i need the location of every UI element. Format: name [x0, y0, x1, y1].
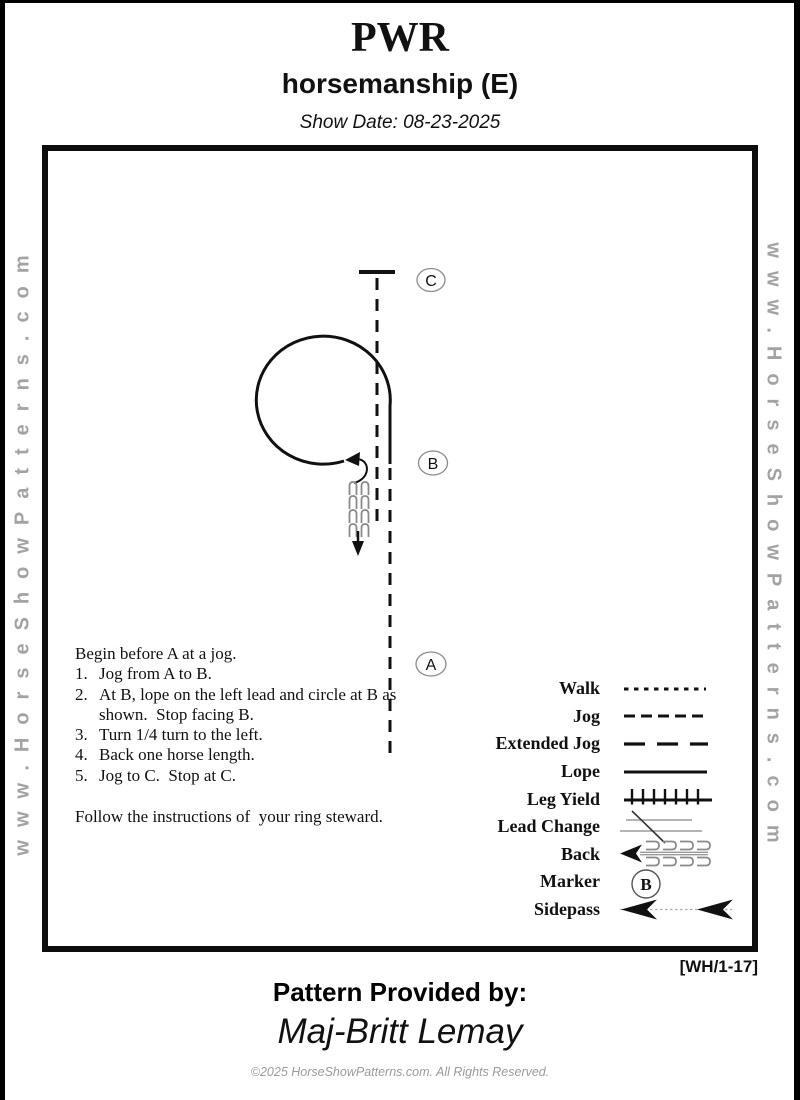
- step-text: Turn 1/4 turn to the left.: [99, 725, 263, 745]
- legend: [480, 675, 736, 923]
- marker-a-label: A: [425, 657, 437, 674]
- back-arrowhead: [352, 541, 364, 556]
- step-text: At B, lope on the left lead and circle at B as shown. Stop facing B.: [99, 684, 401, 724]
- marker-b-label: B: [427, 456, 439, 473]
- extended-jog-line-symbol: [620, 731, 736, 757]
- provided-by-name: Maj-Britt Lemay: [277, 1012, 523, 1051]
- legend-row-lope: [480, 758, 736, 786]
- watermark-left: www.HorseShowPatterns.com: [11, 242, 34, 856]
- instruction-step: [75, 766, 415, 786]
- instruction-step: [75, 685, 415, 726]
- instruction-step: [75, 664, 415, 684]
- legend-row-leg-yield: [480, 785, 736, 813]
- pattern-code: [WH/1-17]: [679, 957, 758, 976]
- legend-label: Lead Change: [497, 816, 600, 837]
- legend-label: Back: [560, 843, 600, 864]
- lead-change-symbol: [620, 814, 736, 840]
- instruction-step: [75, 725, 415, 745]
- step-text: Jog from A to B.: [99, 664, 212, 684]
- legend-row-back: [480, 841, 736, 869]
- instructions-block: [75, 644, 415, 827]
- marker-b: [419, 451, 448, 475]
- sidepass-symbol: [620, 897, 736, 923]
- instructions-intro: Begin before A at a jog.: [75, 644, 237, 663]
- marker-a: [416, 652, 446, 676]
- marker-symbol: [620, 869, 736, 895]
- legend-label: Extended Jog: [495, 733, 600, 754]
- class-subtitle: horsemanship (E): [281, 68, 519, 99]
- back-hoofprints: [350, 482, 369, 537]
- lope-circle-at-b: [256, 336, 390, 464]
- legend-row-sidepass: [480, 896, 736, 924]
- step-number: 4.: [75, 745, 88, 765]
- instructions-note: Follow the instructions of your ring steward.: [75, 807, 383, 827]
- instruction-step: [75, 745, 415, 765]
- legend-row-marker: [480, 868, 736, 896]
- step-number: 2.: [75, 684, 88, 704]
- legend-row-extended-jog: [480, 730, 736, 758]
- step-text: Back one horse length.: [99, 745, 255, 765]
- legend-label: Leg Yield: [526, 788, 600, 809]
- watermark-right: www.HorseShowPatterns.com: [762, 242, 785, 856]
- show-date: Show Date: 08-23-2025: [299, 112, 501, 133]
- copyright-text: ©2025 HorseShowPatterns.com. All Rights Reserved.: [250, 1065, 550, 1079]
- provided-by-label: Pattern Provided by:: [272, 977, 528, 1007]
- legend-label: Jog: [573, 705, 600, 726]
- jog-line-symbol: [620, 703, 736, 729]
- back-symbol: [620, 841, 736, 867]
- legend-row-jog: [480, 703, 736, 731]
- legend-label: Lope: [560, 761, 600, 782]
- leg-yield-symbol: [620, 786, 736, 812]
- step-number: 1.: [75, 664, 88, 684]
- legend-label: Walk: [558, 678, 600, 699]
- step-number: 3.: [75, 725, 88, 745]
- legend-label: Marker: [540, 871, 600, 892]
- step-text: Jog to C. Stop at C.: [99, 765, 236, 785]
- legend-row-walk: [480, 675, 736, 703]
- legend-label: Sidepass: [533, 899, 600, 920]
- page-title: PWR: [351, 15, 449, 61]
- step-number: 5.: [75, 765, 88, 785]
- lope-line-symbol: [620, 759, 736, 785]
- marker-c: [417, 269, 445, 292]
- quarter-turn-arrowhead: [345, 452, 360, 466]
- walk-line-symbol: [620, 676, 736, 702]
- marker-symbol-letter: B: [640, 874, 652, 894]
- marker-c-label: C: [425, 273, 437, 290]
- legend-row-lead-change: [480, 813, 736, 841]
